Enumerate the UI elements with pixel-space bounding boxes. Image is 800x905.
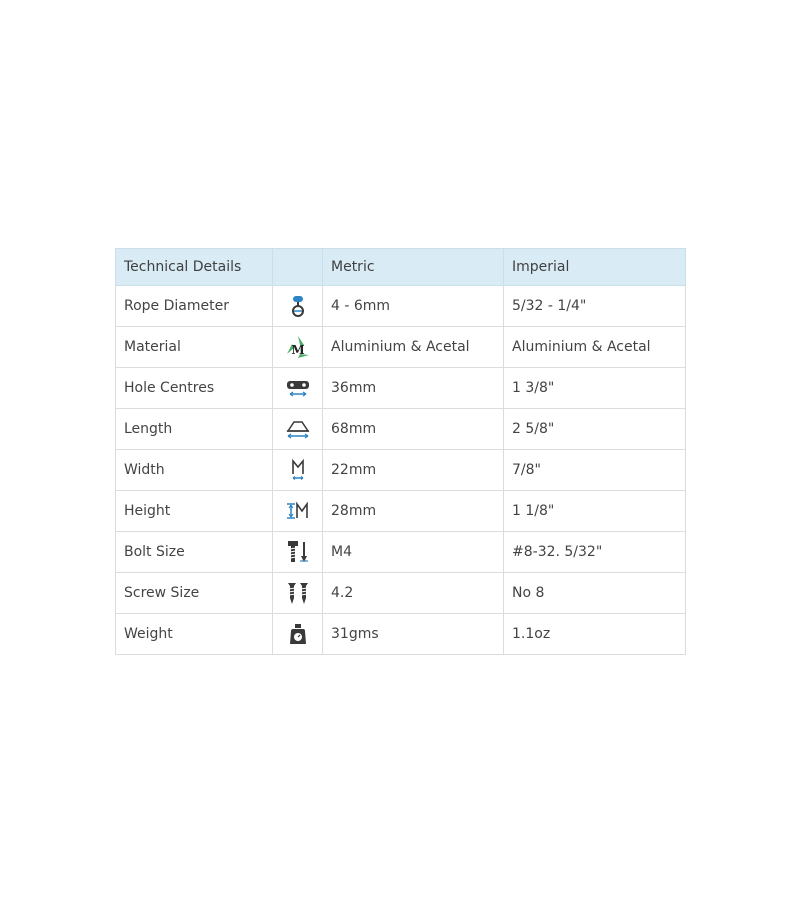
row-metric: 22mm (323, 450, 504, 491)
width-icon (285, 457, 311, 483)
header-imperial: Imperial (504, 249, 686, 286)
row-metric: 36mm (323, 368, 504, 409)
row-imperial: Aluminium & Acetal (504, 327, 686, 368)
row-metric: Aluminium & Acetal (323, 327, 504, 368)
rope-diameter-icon (285, 293, 311, 319)
table-row (116, 491, 686, 532)
header-technical-details: Technical Details (116, 249, 273, 286)
row-metric: 68mm (323, 409, 504, 450)
row-metric: 4.2 (323, 573, 504, 614)
height-icon (285, 498, 311, 524)
row-label: Rope Diameter (116, 286, 273, 327)
table-header-row (116, 249, 686, 286)
row-label: Material (116, 327, 273, 368)
length-icon (285, 416, 311, 442)
row-metric: M4 (323, 532, 504, 573)
header-metric: Metric (323, 249, 504, 286)
row-label: Hole Centres (116, 368, 273, 409)
row-imperial: 2 5/8" (504, 409, 686, 450)
table-row (116, 327, 686, 368)
row-label: Length (116, 409, 273, 450)
material-recycle-icon (285, 334, 311, 360)
row-imperial: #8-32. 5/32" (504, 532, 686, 573)
row-label: Screw Size (116, 573, 273, 614)
table-row (116, 614, 686, 655)
row-metric: 31gms (323, 614, 504, 655)
row-imperial: 5/32 - 1/4" (504, 286, 686, 327)
row-metric: 28mm (323, 491, 504, 532)
row-imperial: 1 1/8" (504, 491, 686, 532)
table-row (116, 286, 686, 327)
row-metric: 4 - 6mm (323, 286, 504, 327)
row-imperial: 7/8" (504, 450, 686, 491)
table-row (116, 368, 686, 409)
row-label: Bolt Size (116, 532, 273, 573)
row-imperial: 1.1oz (504, 614, 686, 655)
row-imperial: No 8 (504, 573, 686, 614)
table-row (116, 532, 686, 573)
bolt-icon (285, 539, 311, 565)
header-icon (273, 249, 323, 286)
row-label: Width (116, 450, 273, 491)
hole-centres-icon (285, 375, 311, 401)
screw-icon (285, 580, 311, 606)
table-row (116, 450, 686, 491)
row-label: Weight (116, 614, 273, 655)
technical-details-table (115, 248, 686, 655)
row-label: Height (116, 491, 273, 532)
material-letter: M (290, 343, 305, 357)
weight-icon (285, 621, 311, 647)
table-row (116, 409, 686, 450)
table-row (116, 573, 686, 614)
row-imperial: 1 3/8" (504, 368, 686, 409)
